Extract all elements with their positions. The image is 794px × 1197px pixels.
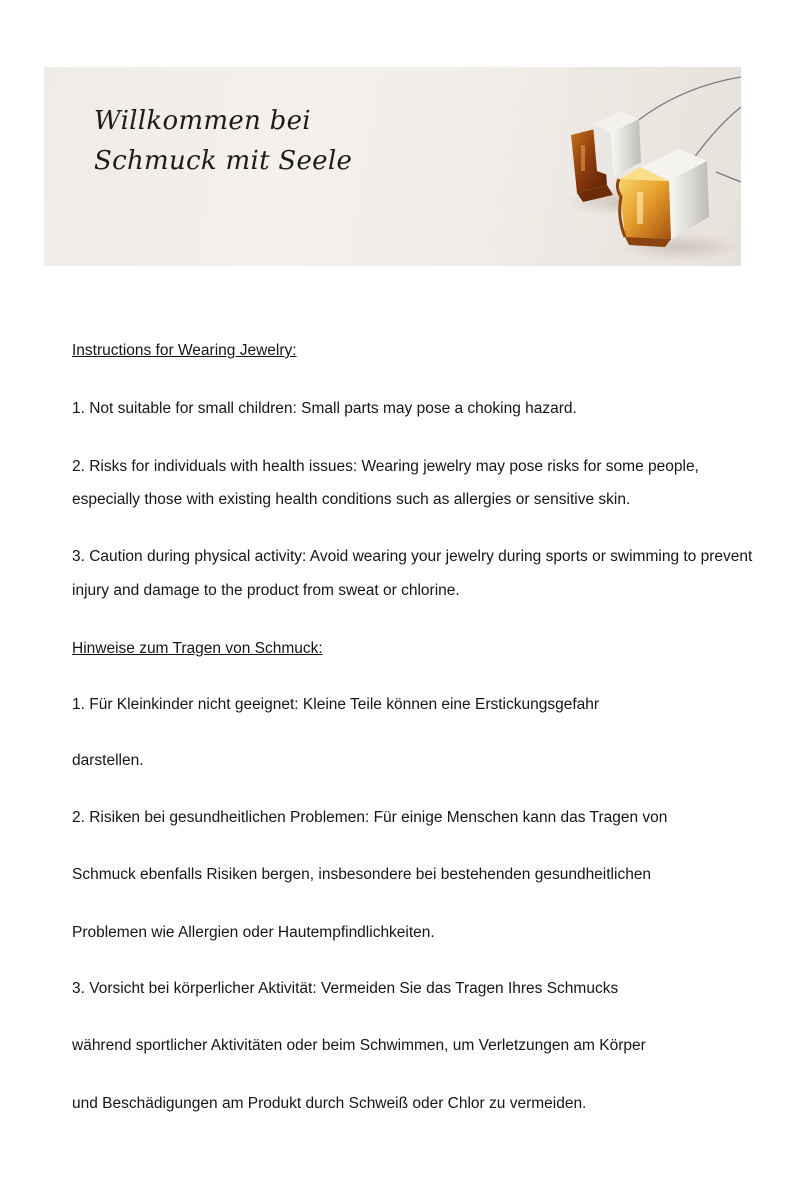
german-item-1-line-2: darstellen. bbox=[72, 752, 144, 769]
english-item-3-line-1: 3. Caution during physical activity: Avoid wearing your jewelry during sports or swimming to prevent bbox=[72, 548, 753, 565]
header-banner bbox=[44, 67, 741, 266]
banner-title bbox=[94, 101, 352, 181]
german-item-2-line-1: 2. Risiken bei gesundheitlichen Problemen: Für einige Menschen kann das Tragen von bbox=[72, 809, 668, 826]
english-item-3-line-2: injury and damage to the product from sweat or chlorine. bbox=[72, 582, 460, 599]
banner-title-line1: Willkommen bei bbox=[94, 106, 311, 136]
german-item-3-line-2: während sportlicher Aktivitäten oder beim Schwimmen, um Verletzungen am Körper bbox=[72, 1037, 646, 1054]
english-heading: Instructions for Wearing Jewelry: bbox=[72, 342, 297, 359]
german-item-2-line-3: Problemen wie Allergien oder Hautempfindlichkeiten. bbox=[72, 924, 435, 941]
english-item-2-line-1: 2. Risks for individuals with health issues: Wearing jewelry may pose risks for some people, bbox=[72, 458, 699, 475]
german-item-2-line-2: Schmuck ebenfalls Risiken bergen, insbesondere bei bestehenden gesundheitlichen bbox=[72, 866, 652, 883]
german-item-3-line-1: 3. Vorsicht bei körperlicher Aktivität: Vermeiden Sie das Tragen Ihres Schmucks bbox=[72, 980, 619, 997]
german-heading: Hinweise zum Tragen von Schmuck: bbox=[72, 640, 323, 657]
english-item-1: 1. Not suitable for small children: Small parts may pose a choking hazard. bbox=[72, 400, 577, 417]
german-item-1-line-1: 1. Für Kleinkinder nicht geeignet: Kleine Teile können eine Erstickungsgefahr bbox=[72, 696, 600, 713]
banner-title-line2: Schmuck mit Seele bbox=[94, 146, 353, 176]
amber-cube-pendant-image bbox=[541, 67, 741, 266]
english-item-2-line-2: especially those with existing health conditions such as allergies or sensitive skin. bbox=[72, 491, 631, 508]
german-item-3-line-3: und Beschädigungen am Produkt durch Schweiß oder Chlor zu vermeiden. bbox=[72, 1095, 587, 1112]
